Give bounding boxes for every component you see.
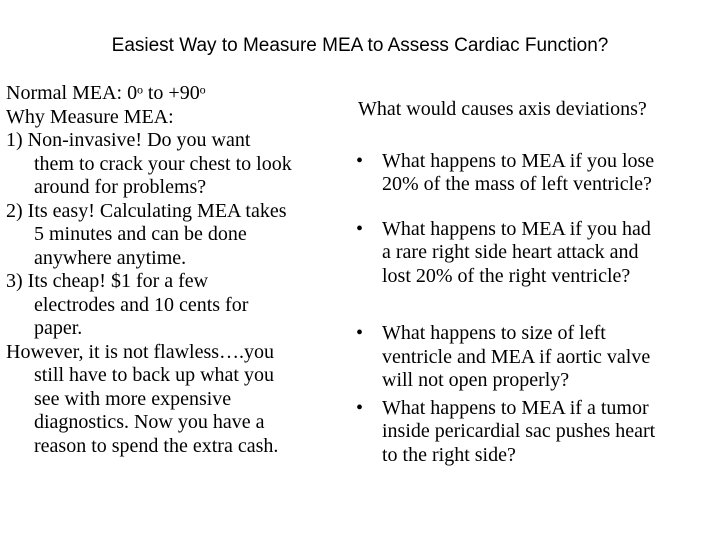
caveat-line-1: However, it is not flawless….you (6, 340, 275, 363)
reason-1-line-3: around for problems? (34, 176, 207, 198)
caveat-line-2: still have to back up what you (34, 364, 274, 386)
reason-1-line-1: 1) Non-invasive! Do you want (6, 129, 251, 151)
question-item (356, 150, 716, 197)
left-text-column (6, 82, 352, 458)
bullet-icon: • (356, 217, 364, 240)
question-4-line-2: inside pericardial sac pushes heart (382, 420, 656, 442)
axis-deviation-heading: What would causes axis deviations? (358, 98, 647, 120)
reason-2-line-1: 2) Its easy! Calculating MEA takes (6, 199, 287, 222)
bullet-icon: • (356, 396, 364, 419)
reason-3-line-3: paper. (34, 317, 83, 339)
slide-title: Easiest Way to Measure MEA to Assess Cardiac Function? (111, 35, 609, 56)
question-4-line-1: What happens to MEA if a tumor (382, 396, 649, 419)
bullet-icon: • (356, 149, 364, 172)
question-3-line-3: will not open properly? (382, 369, 570, 391)
question-2-line-3: lost 20% of the right ventricle? (382, 264, 631, 287)
caveat-line-3: see with more expensive (34, 387, 232, 410)
question-4-line-3: to the right side? (382, 443, 516, 466)
right-text-column (356, 98, 716, 467)
question-3-line-1: What happens to size of left (382, 322, 606, 344)
question-2-line-2: a rare right side heart attack and (382, 241, 639, 263)
caveat-line-5: reason to spend the extra cash. (34, 434, 279, 457)
normal-mea-line: Normal MEA: 0ᵒ to +90ᵒ (6, 82, 206, 104)
reason-3-line-1: 3) Its cheap! $1 for a few (6, 270, 209, 292)
reason-3-line-2: electrodes and 10 cents for (34, 293, 249, 316)
question-1-line-1: What happens to MEA if you lose (382, 149, 655, 172)
reason-1-line-2: them to crack your chest to look (34, 152, 292, 175)
question-item (356, 218, 716, 289)
reason-2-line-2: 5 minutes and can be done (34, 223, 247, 245)
question-item (356, 397, 716, 468)
question-item (356, 322, 716, 393)
caveat-line-4: diagnostics. Now you have a (34, 411, 265, 433)
question-2-line-1: What happens to MEA if you had (382, 217, 651, 240)
why-measure-heading: Why Measure MEA: (6, 105, 174, 128)
reason-2-line-3: anywhere anytime. (34, 246, 187, 269)
question-3-line-2: ventricle and MEA if aortic valve (382, 345, 651, 368)
bullet-icon: • (356, 322, 364, 344)
question-1-line-2: 20% of the mass of left ventricle? (382, 173, 652, 195)
